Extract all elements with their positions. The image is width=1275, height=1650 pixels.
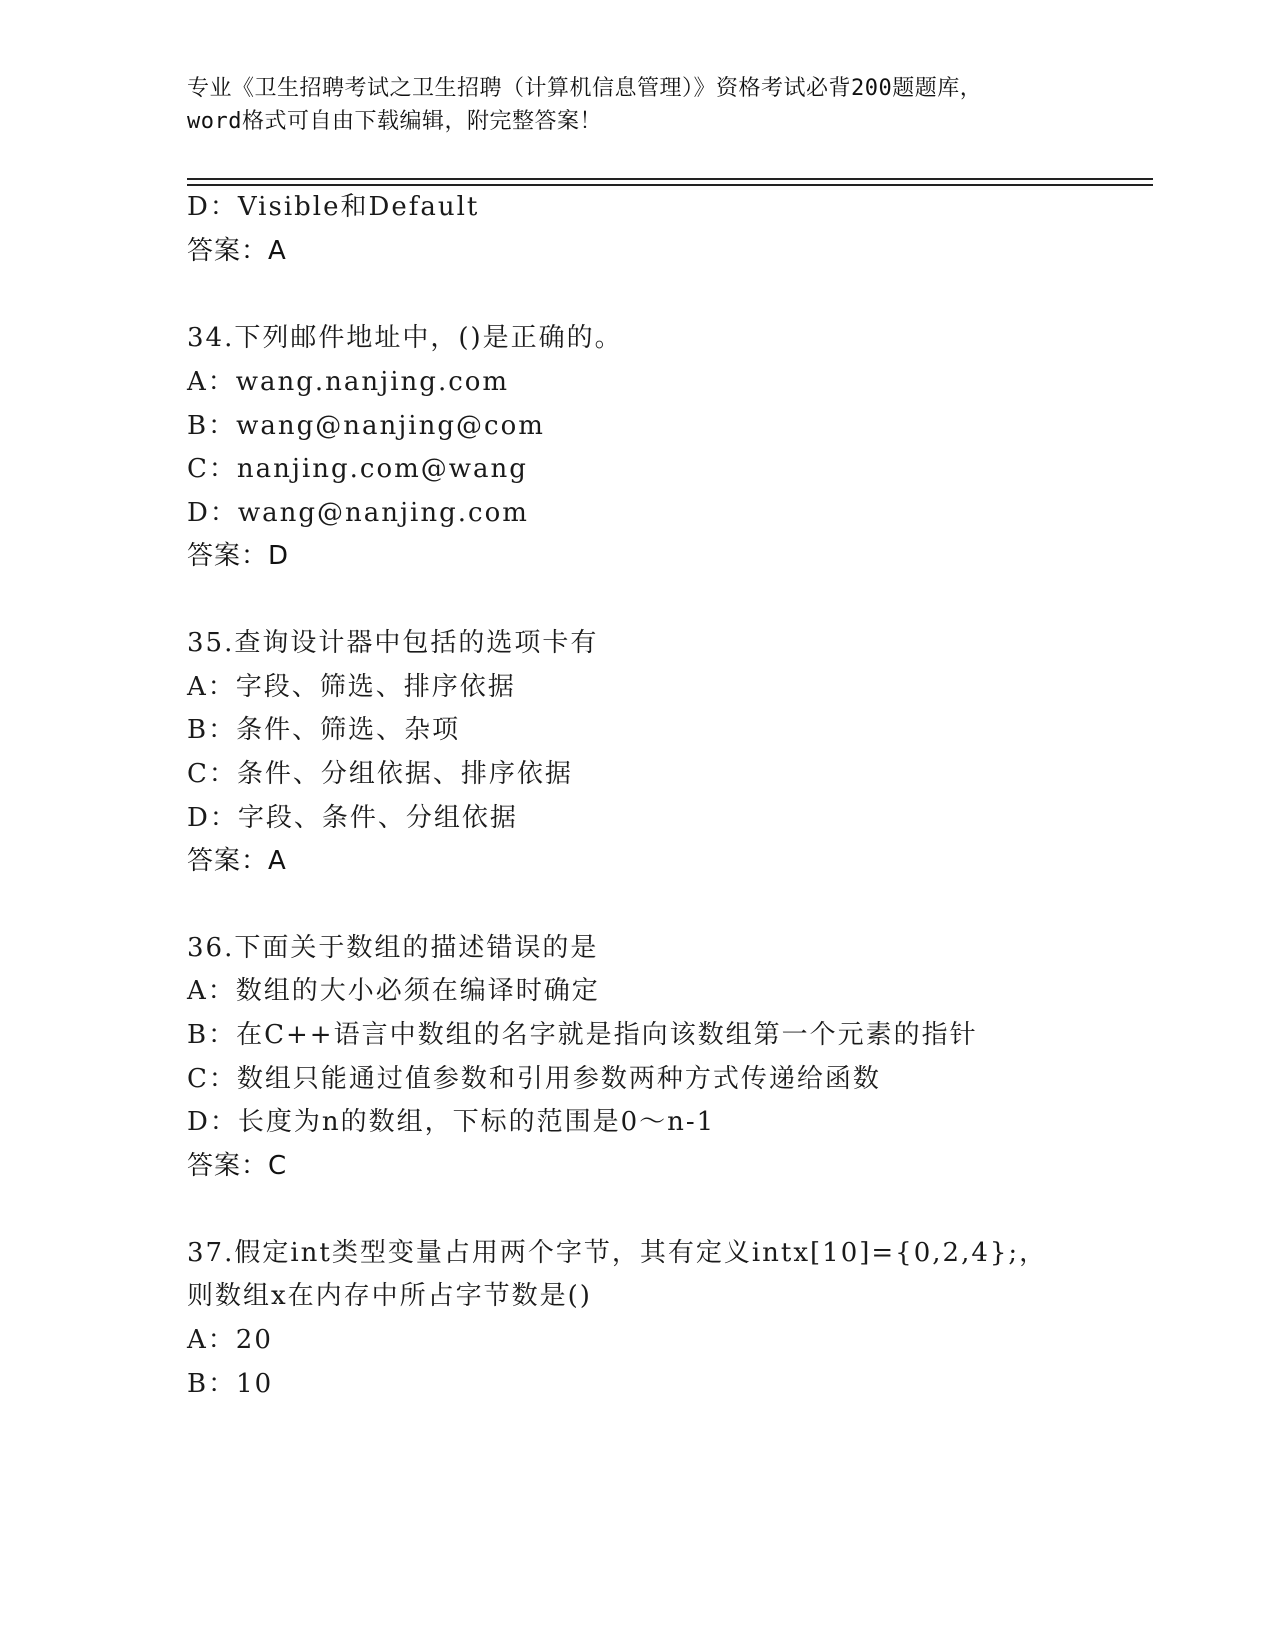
q36-stem: 36.下面关于数组的描述错误的是 bbox=[187, 933, 599, 963]
q37-option-b: B：10 bbox=[187, 1369, 274, 1399]
q36-option-d: D：长度为n的数组，下标的范围是0～n-1 bbox=[187, 1107, 716, 1137]
header-title-line-1: 专业《卫生招聘考试之卫生招聘（计算机信息管理）》资格考试必背200题题库， bbox=[187, 76, 983, 101]
q34-stem: 34.下列邮件地址中，()是正确的。 bbox=[187, 323, 623, 353]
q35-option-b: B：条件、筛选、杂项 bbox=[187, 715, 461, 745]
q36-option-b: B：在C++语言中数组的名字就是指向该数组第一个元素的指针 bbox=[187, 1020, 978, 1050]
q35-stem: 35.查询设计器中包括的选项卡有 bbox=[187, 628, 599, 658]
q36-option-c: C：数组只能通过值参数和引用参数两种方式传递给函数 bbox=[187, 1064, 881, 1094]
prev-option-d: D：Visible和Default bbox=[187, 192, 480, 222]
q35-option-c: C：条件、分组依据、排序依据 bbox=[187, 759, 573, 789]
document-header bbox=[187, 72, 1087, 138]
q37-option-a: A：20 bbox=[187, 1325, 273, 1355]
q35-option-d: D：字段、条件、分组依据 bbox=[187, 803, 518, 833]
header-divider-top bbox=[187, 178, 1153, 180]
q34-option-d: D：wang@nanjing.com bbox=[187, 498, 529, 528]
q34-option-a: A：wang.nanjing.com bbox=[187, 367, 510, 397]
q34-answer: 答案：D bbox=[187, 541, 290, 571]
q36-answer: 答案：C bbox=[187, 1151, 288, 1181]
prev-answer: 答案：A bbox=[187, 236, 287, 266]
q34-option-b: B：wang@nanjing@com bbox=[187, 411, 545, 441]
q37-stem-line-1: 37.假定int类型变量占用两个字节，其有定义intx[10]={0,2,4};， bbox=[187, 1238, 1048, 1268]
q34-option-c: C：nanjing.com@wang bbox=[187, 454, 528, 484]
q37-stem-line-2: 则数组x在内存中所占字节数是() bbox=[187, 1281, 592, 1311]
q35-answer: 答案：A bbox=[187, 846, 287, 876]
header-title-line-2: word格式可自由下载编辑，附完整答案！ bbox=[187, 109, 602, 134]
q36-option-a: A：数组的大小必须在编译时确定 bbox=[187, 976, 600, 1006]
q35-option-a: A：字段、筛选、排序依据 bbox=[187, 672, 516, 702]
